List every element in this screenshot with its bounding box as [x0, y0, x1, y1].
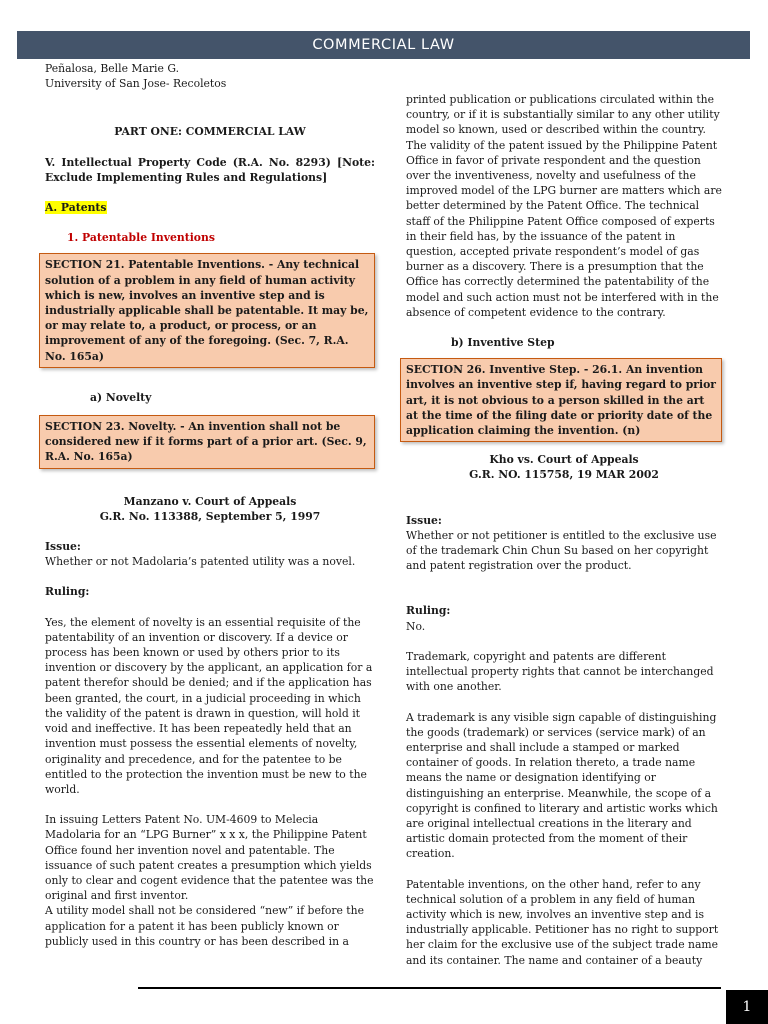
inventive-step-heading: b) Inventive Step: [451, 336, 555, 350]
section-21-box: [39, 253, 375, 367]
section-23-box: [39, 415, 375, 469]
document-header-banner: [17, 31, 750, 59]
case1-ruling-paragraph-1: Yes, the element of novelty is an essential requisite of the patentability of an invention or discovery. If a device or process has been known or used by others prior to its invention or discovery by the applicant, an application for a patent therefor should be denied; and if the application has been granted, the court, in a judicial proceeding in which the validity of the patent is drawn in question, will hold it void and ineffective. It has been repeatedly held that an invention must possess the essential elements of novelty, originality and precedence, and for the patentee to be entitled to the protection the invention must be new to the world.: [45, 615, 373, 796]
left-column: [45, 61, 375, 949]
novelty-heading: a) Novelty: [90, 390, 152, 404]
author-school: University of San Jose- Recoletos: [45, 77, 227, 91]
section-21-text: SECTION 21. Patentable Inventions. - Any technical solution of a problem in any field of human activity which is new, involves an inventive step and is industrially applicable shall be patentable. It may be, or may relate to, a product, or process, or an improvement of any of the foregoing. (Sec. 7, R.A. No. 165a): [45, 258, 369, 363]
section-26-text: SECTION 26. Inventive Step. - 26.1. An invention involves an inventive step if, having regard to prior art, it is not obvious to a person skilled in the art at the time of the filing date or priority date of the application claiming the invention. (n): [406, 363, 716, 438]
case2-title: Kho vs. Court of Appeals: [489, 453, 639, 467]
case2-ruling-paragraph-2: A trademark is any visible sign capable of distinguishing the goods (trademark) or services (service mark) of an enterprise and shall include a stamped or marked container of goods. In relation thereto, a trade name means the name or designation identifying or distinguishing an enterprise. Meanwhile, the scope of a copyright is confined to literary and artistic works which are original intellectual creations in the literary and artistic domain protected from the moment of their creation.: [406, 710, 718, 861]
section-26-box: [400, 358, 722, 442]
case1-citation: G.R. No. 113388, September 5, 1997: [99, 509, 321, 523]
case1-ruling-paragraph-3: A utility model shall not be considered “new” if before the application for a patent it has been publicly known or publicly used in this country or has been described in a: [45, 904, 364, 948]
case2-ruling-paragraph-1: Trademark, copyright and patents are different intellectual property rights that cannot be interchanged with one another.: [406, 649, 714, 694]
author-name: Peñalosa, Belle Marie G.: [45, 62, 180, 75]
right-column: [406, 92, 722, 968]
case1-ruling-paragraph-2: In issuing Letters Patent No. UM-4609 to Melecia Madolaria for an “LPG Burner” x x x, the Philippine Patent Office found her invention novel and patentable. The issuance of such patent creates a presumption which yields only to clear and cogent evidence that the patentee was the original and first inventor.: [45, 813, 374, 903]
case1-issue-label: Issue:: [45, 540, 81, 554]
case2-ruling: No.: [406, 619, 426, 633]
header-title: COMMERCIAL LAW: [312, 37, 455, 53]
case1-ruling-label: Ruling:: [45, 585, 90, 599]
case2-issue: Whether or not petitioner is entitled to the exclusive use of the trademark Chin Chun Su based on her copyright and patent registration over the product.: [406, 528, 717, 573]
case1-issue: Whether or not Madolaria’s patented utility was a novel.: [45, 555, 356, 569]
code-heading: V. Intellectual Property Code (R.A. No. 8293) [Note: Exclude Implementing Rules and Regulations]: [45, 155, 375, 184]
footer-rule: [138, 987, 721, 989]
section-23-text: SECTION 23. Novelty. - An invention shall not be considered new if it forms part of a prior art. (Sec. 9, R.A. No. 165a): [45, 420, 367, 464]
section-a-heading: A. Patents: [45, 201, 107, 215]
case2-ruling-paragraph-3: Patentable inventions, on the other hand, refer to any technical solution of a problem in any field of human activity which is new, involves an inventive step and is industrially applicable. Petitioner has no right to support her claim for the exclusive use of the subject trade name and its container. The name and container of a beauty: [406, 877, 719, 967]
case1-ruling-paragraph-3-continued: printed publication or publications circulated within the country, or if it is substantially similar to any other utility model so known, used or described within the country. The validity of the patent issued by the Philippine Patent Office in favor of private respondent and the question over the inventiveness, novelty and usefulness of the improved model of the LPG burner are matters which are better determined by the Patent Office. The technical staff of the Philippine Patent Office composed of experts in their field has, by the issuance of the patent in question, accepted private respondent’s model of gas burner as a discovery. There is a presumption that the Office has correctly determined the patentability of the model and such action must not be interfered with in the absence of competent evidence to the contrary.: [406, 93, 722, 319]
case1-title: Manzano v. Court of Appeals: [123, 494, 297, 508]
case2-citation: G.R. NO. 115758, 19 MAR 2002: [469, 468, 659, 482]
case2-ruling-label: Ruling:: [406, 604, 451, 618]
case2-issue-label: Issue:: [406, 513, 442, 527]
subsection-patentable-inventions: 1. Patentable Inventions: [67, 231, 215, 245]
part-title: PART ONE: COMMERCIAL LAW: [114, 125, 306, 139]
page-number: 1: [726, 990, 768, 1024]
